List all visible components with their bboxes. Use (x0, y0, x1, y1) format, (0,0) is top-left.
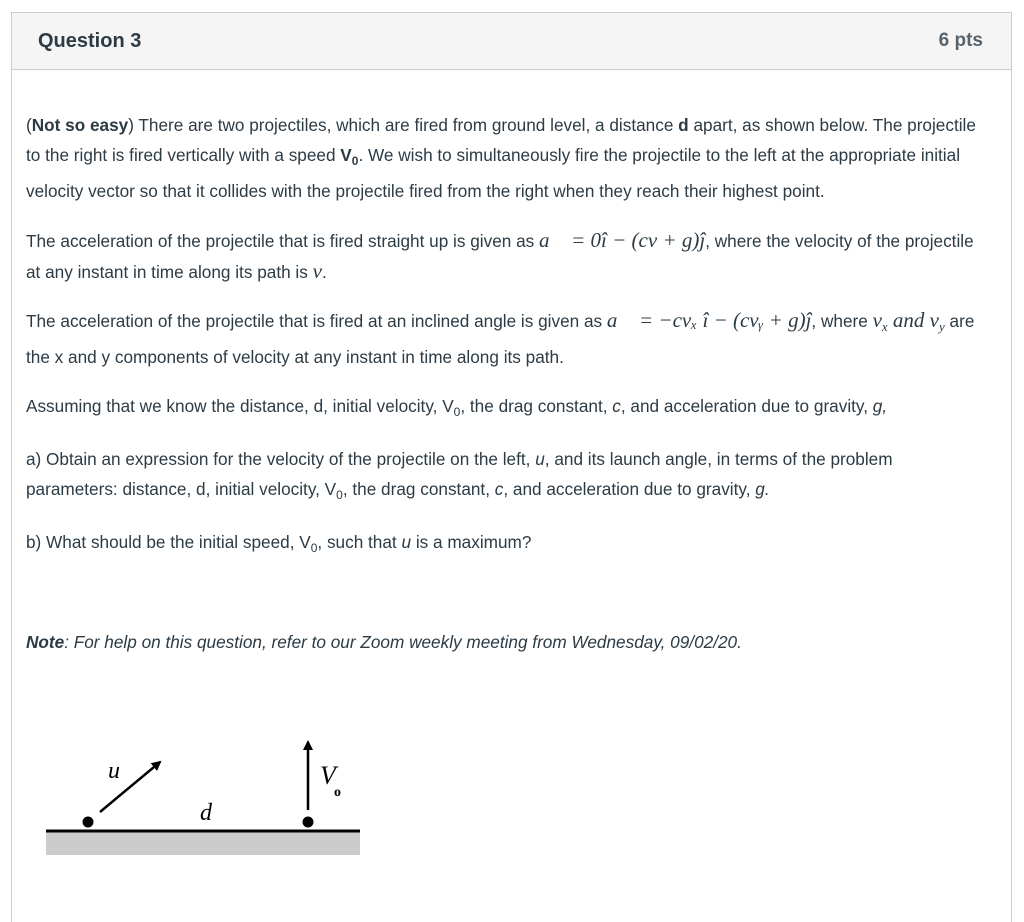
paragraph-assumptions: Assuming that we know the distance, d, initial velocity, $V_0$, the drag constant, c, and acceleration due to gravity, g, (26, 396, 888, 419)
paragraph-note: Note: For help on this question, refer to our Zoom weekly meeting from Wednesday, 09/02/20. (26, 632, 742, 652)
u-label: u (108, 758, 120, 784)
projectile-diagram (34, 722, 374, 862)
question-header (12, 13, 1011, 70)
vertical-acceleration-equation: a⃗ = 0î − (cv + g)ĵ (539, 228, 706, 252)
paragraph-part-b: b) What should be the initial speed, $V_0$, such that u is a maximum? (26, 532, 532, 555)
question-points: 6 pts (938, 30, 983, 51)
v0-subscript: o (334, 785, 341, 800)
left-launch-point (83, 817, 94, 828)
right-launch-point (303, 817, 314, 828)
question-title: Question 3 (38, 29, 142, 52)
v0-label: V (320, 761, 336, 790)
paragraph-intro: (Not so easy) There are two projectiles, which are fired from ground level, a distance d apart, as shown below. The projectile to the right is fired vertically with a speed $V_0$. We wish to simultaneously fire the projectile to the left at the appropriate initial velocity vector so that it collides with the projectile fired from the right when they reach their highest point. (26, 115, 976, 201)
inclined-acceleration-equation: a⃗ = −cvₓ î − (cvᵧ + g)ĵ (606, 308, 812, 332)
paragraph-part-a: a) Obtain an expression for the velocity of the projectile on the left, u, and its launch angle, in terms of the problem parameters: distance, d, initial velocity, $V_0$, the drag constant, c, and acceleration due to gravity, g. (26, 449, 893, 502)
question-text (26, 110, 976, 657)
d-label: d (200, 800, 212, 826)
paragraph-inclined-acceleration: The acceleration of the projectile that is fired at an inclined angle is given as a⃗ = −cvₓ î − (cvᵧ + g)ĵ, where $v_x$ and $v_y$ are the x and y components of velocity at any instant in time along its path. (26, 308, 975, 367)
ground-shading (46, 831, 360, 855)
paragraph-vertical-acceleration: The acceleration of the projectile that is fired straight up is given as a⃗ = 0î − (cv + g)ĵ, where the velocity of the projectile at any instant in time along its path is v. (26, 228, 974, 283)
